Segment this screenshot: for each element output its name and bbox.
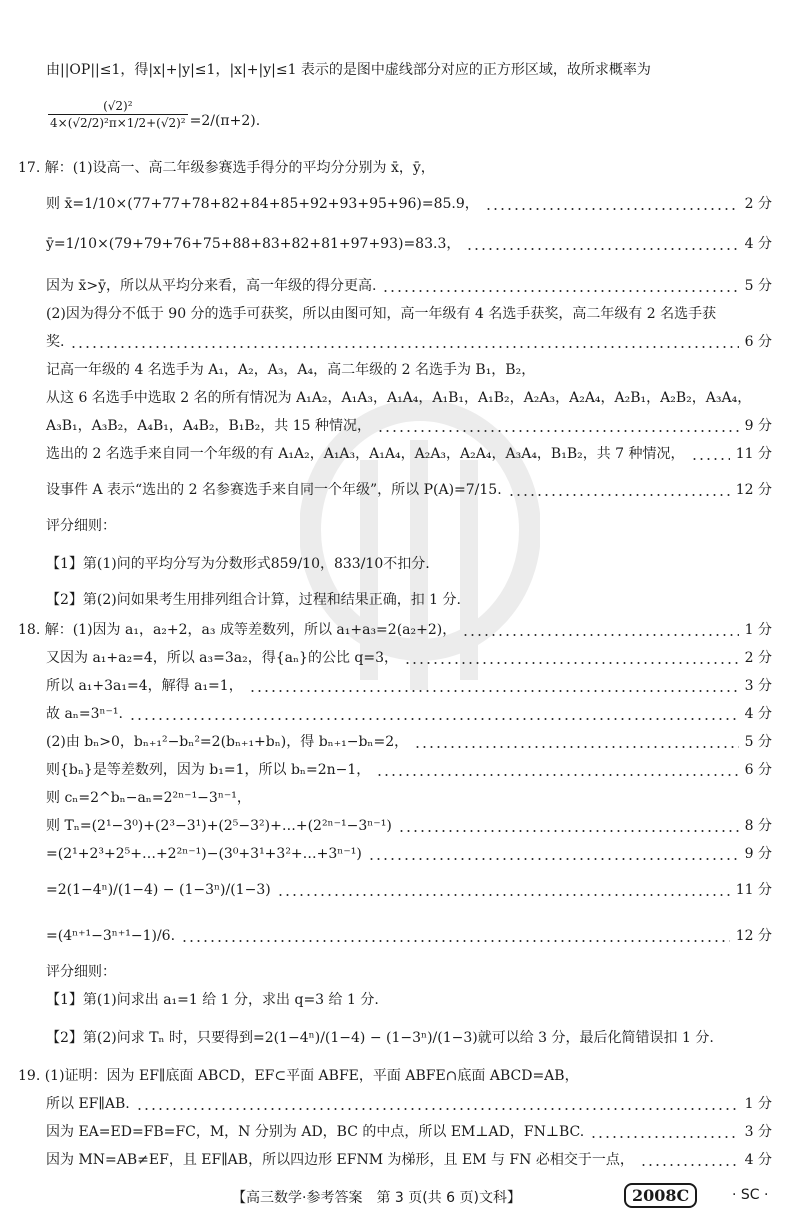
q17-line: 奖. 6 分 (46, 334, 772, 350)
dot-leader (382, 290, 738, 292)
q17-line: A₃B₁，A₃B₂，A₄B₁，A₄B₂，B₁B₂，共 15 种情况， 9 分 (46, 418, 772, 434)
q19-line: 19. (1)证明：因为 EF∥底面 ABCD，EF⊂平面 ABFE，平面 ABFE∩底面 ABCD=AB， (18, 1068, 579, 1084)
q18-line: 所以 a₁+3a₁=4，解得 a₁=1， 3 分 (46, 678, 772, 694)
dot-leader (136, 1108, 739, 1110)
q18-line: =(2¹+2³+2⁵+…+2²ⁿ⁻¹)−(3⁰+3¹+3²+…+3ⁿ⁻¹) 9 分 (46, 846, 772, 862)
grading-rule: 【1】第(1)问的平均分写为分数形式859/10，833/10不扣分. (46, 556, 430, 572)
q18-line: 又因为 a₁+a₂=4，所以 a₃=3a₂，得{aₙ}的公比 q=3， 2 分 (46, 650, 772, 666)
q17-line: (2)因为得分不低于 90 分的选手可获奖，所以由图可知，高一年级有 4 名选手获奖，高二年级有 2 名选手获 (46, 306, 717, 322)
paper-code-badge: 2008C (624, 1183, 697, 1208)
q18-line: 则 cₙ=2^bₙ−aₙ=2²ⁿ⁻¹−3ⁿ⁻¹， (46, 790, 251, 806)
q18-line: 则{bₙ}是等差数列，因为 b₁=1，所以 bₙ=2n−1， 6 分 (46, 762, 772, 778)
dot-leader (640, 1164, 739, 1166)
dot-leader (249, 690, 739, 692)
dot-leader (508, 494, 730, 496)
dot-leader (376, 774, 738, 776)
q17-intro: 17. 解：(1)设高一、高二年级参赛选手得分的平均分分别为 x̄，ȳ， (18, 160, 435, 176)
probability-fraction: $\frac{\text{(√2)²}}{\text{4×(√2/2)²π×1/2+(√2)²}}$ (50, 99, 186, 130)
footer-region: · SC · (732, 1187, 769, 1203)
q18-line: (2)由 bₙ>0，bₙ₊₁²−bₙ²=2(bₙ₊₁+bₙ)，得 bₙ₊₁−bₙ=2， 5 分 (46, 734, 772, 750)
q19-line: 因为 EA=ED=FB=FC，M，N 分别为 AD，BC 的中点，所以 EM⊥AD，FN⊥BC. 3 分 (46, 1124, 772, 1140)
text-line: 由||OP||≤1，得|x|+|y|≤1，|x|+|y|≤1 表示的是图中虚线部分对应的正方形区域，故所求概率为 (46, 62, 651, 78)
q18-line: =(4ⁿ⁺¹−3ⁿ⁺¹−1)/6. 12 分 (46, 928, 772, 944)
q17-line: 因为 x̄>ȳ，所以从平均分来看，高一年级的得分更高. 5 分 (46, 278, 772, 294)
grading-rule: 【2】第(2)问求 Tₙ 时，只要得到=2(1−4ⁿ)/(1−4) − (1−3ⁿ)/(1−3)就可以给 3 分，最后化简错误扣 1 分. (46, 1030, 714, 1046)
dot-leader (129, 718, 739, 720)
dot-leader (590, 1136, 738, 1138)
dot-leader (377, 430, 739, 432)
grading-rule: 【1】第(1)问求出 a₁=1 给 1 分，求出 q=3 给 1 分. (46, 992, 379, 1008)
q17-line: 设事件 A 表示“选出的 2 名参赛选手来自同一个年级”，所以 P(A)=7/15. 12 分 (46, 482, 772, 498)
dot-leader (414, 746, 739, 748)
dot-leader (404, 662, 739, 664)
q18-line: 则 Tₙ=(2¹−3⁰)+(2³−3¹)+(2⁵−3²)+…+(2²ⁿ⁻¹−3ⁿ⁻¹) 8 分 (46, 818, 772, 834)
q18-line: =2(1−4ⁿ)/(1−4) − (1−3ⁿ)/(1−3) 11 分 (46, 882, 772, 898)
dot-leader (398, 830, 739, 832)
formula-line: $\frac{\text{(√2)²}}{\text{4×(√2/2)²π×1/2+(√2)²}}$ =2/(π+2). (50, 99, 261, 130)
dot-leader (70, 346, 738, 348)
grading-heading: 评分细则： (46, 964, 116, 980)
dot-leader (485, 208, 739, 210)
q17-line: 则 x̄=1/10×(77+77+78+82+84+85+92+93+95+96)=85.9， 2 分 (46, 196, 772, 212)
dot-leader (368, 858, 739, 860)
q18-line: 18. 解：(1)因为 a₁，a₂+2，a₃ 成等差数列，所以 a₁+a₃=2(a₂+2)， 1 分 (18, 622, 772, 638)
dot-leader (691, 458, 730, 460)
dot-leader (462, 634, 738, 636)
q18-line: 故 aₙ=3ⁿ⁻¹. 4 分 (46, 706, 772, 722)
dot-leader (277, 894, 730, 896)
q17-line: 选出的 2 名选手来自同一个年级的有 A₁A₂，A₁A₃，A₁A₄，A₂A₃，A₂A₄，A₃A₄，B₁B₂，共 7 种情况， 11 分 (46, 446, 772, 462)
q19-line: 因为 MN=AB≠EF，且 EF∥AB，所以四边形 EFNM 为梯形，且 EM 与 FN 必相交于一点， 4 分 (46, 1152, 772, 1168)
grading-rule: 【2】第(2)问如果考生用排列组合计算，过程和结果正确，扣 1 分. (46, 592, 461, 608)
dot-leader (466, 248, 738, 250)
q17-line: ȳ=1/10×(79+79+76+75+88+83+82+81+97+93)=83.3， 4 分 (46, 236, 772, 252)
q17-line: 记高一年级的 4 名选手为 A₁，A₂，A₃，A₄，高二年级的 2 名选手为 B₁，B₂， (46, 362, 536, 378)
dot-leader (181, 940, 730, 942)
footer-page-info: 【高三数学·参考答案 第 3 页(共 6 页)文科】 (232, 1190, 521, 1206)
q19-line: 所以 EF∥AB. 1 分 (46, 1096, 772, 1112)
grading-heading: 评分细则： (46, 518, 116, 534)
q17-line: 从这 6 名选手中选取 2 名的所有情况为 A₁A₂，A₁A₃，A₁A₄，A₁B₁，A₁B₂，A₂A₃，A₂A₄，A₂B₁，A₂B₂，A₃A₄， (46, 390, 752, 406)
